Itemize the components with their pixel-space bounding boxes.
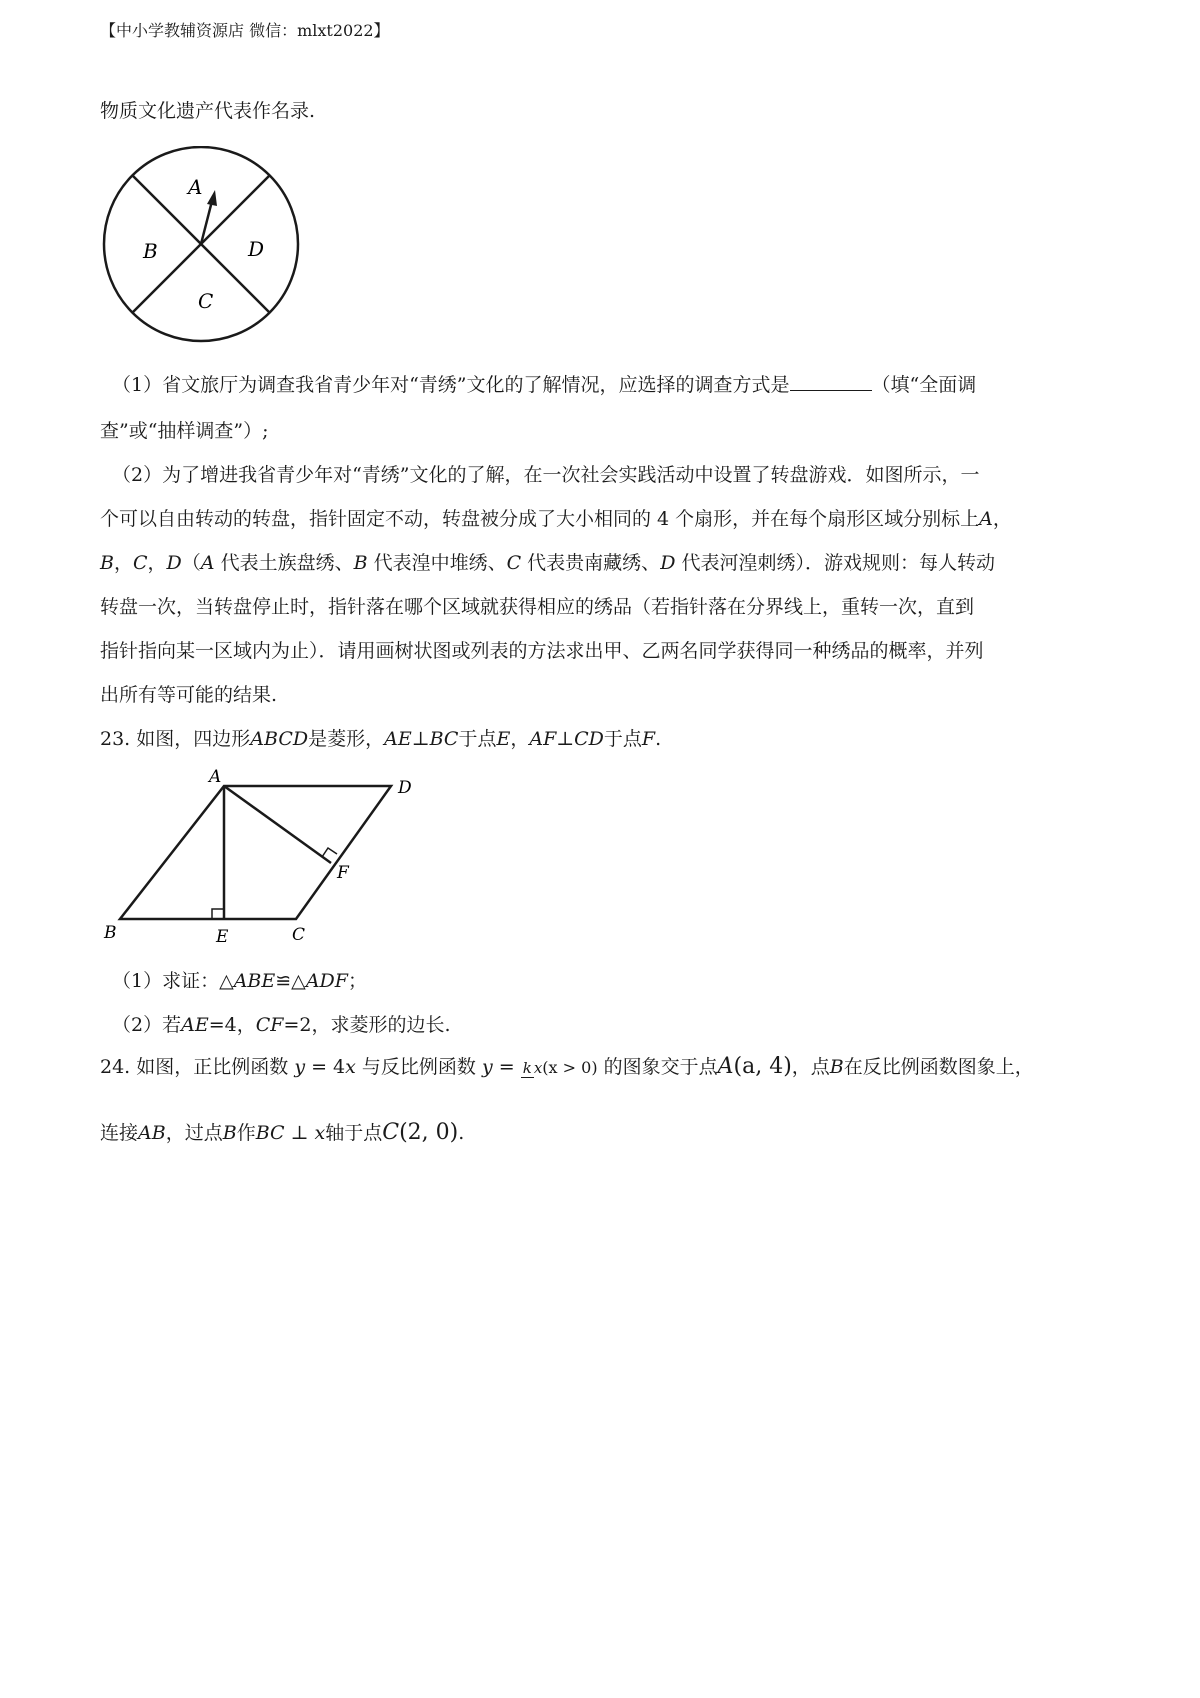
q22-part2-line3: B，C，D（A 代表土族盘绣、B 代表湟中堆绣、C 代表贵南藏绣、D 代表河湟刺绣）．游戏规则：每人转动 (100, 552, 995, 574)
q23-stem: 23. 如图，四边形ABCD是菱形，AE⊥BC于点E，AF⊥CD于点F. (100, 728, 662, 750)
page-header: 【中小学教辅资源店 微信：mlxt2022】 (100, 21, 390, 40)
right-angle-mark-f (322, 848, 337, 857)
q22-part2-line2: 个可以自由转动的转盘，指针固定不动，转盘被分成了大小相同的 4 个扇形，并在每个扇形区域分别标上A， (100, 508, 1012, 530)
sector-label-b: B (143, 239, 158, 263)
sector-label-a: A (188, 175, 203, 199)
vertex-label-b: B (104, 923, 117, 943)
fraction-k-over-x: k x (522, 1058, 543, 1077)
rhombus-figure (96, 762, 426, 958)
right-angle-mark-e (212, 909, 224, 919)
answer-blank (790, 372, 872, 391)
pointer-arrowhead (207, 190, 217, 206)
q23-part1: （1）求证：△ABE≌△ADF； (112, 970, 367, 992)
rhombus-abcd (120, 786, 391, 919)
point-label-f: F (337, 863, 349, 883)
q22-part1-line2: 查”或“抽样调查”）; (100, 420, 269, 442)
point-label-e: E (216, 927, 229, 947)
spinner-figure (98, 146, 308, 356)
vertex-label-d: D (398, 778, 412, 798)
sector-label-c: C (198, 289, 214, 313)
intro-tail: 物质文化遗产代表作名录. (100, 100, 316, 122)
q22-part2-line6: 出所有等可能的结果. (100, 684, 278, 706)
q24-line1: 24. 如图，正比例函数 y = 4x 与反比例函数 y = k x(x > 0) 的图象交于点A(a, 4)，点B在反比例函数图象上， (100, 1054, 1034, 1079)
q22-part2-line1: （2）为了增进我省青少年对“青绣”文化的了解，在一次社会实践活动中设置了转盘游戏．如图所示，一 (112, 464, 980, 486)
vertex-label-a: A (209, 767, 222, 787)
q23-part2: （2）若AE=4，CF=2，求菱形的边长. (112, 1014, 451, 1036)
segment-af (224, 786, 331, 863)
q22-part2-line5: 指针指向某一区域内为止）．请用画树状图或列表的方法求出甲、乙两名同学获得同一种绣品的概率，并列 (100, 640, 984, 662)
q22-part1-line1: （1）省文旅厅为调查我省青少年对“青绣”文化的了解情况，应选择的调查方式是 （填“全面调 (112, 374, 977, 396)
vertex-label-c: C (292, 925, 306, 945)
sector-label-d: D (248, 237, 265, 261)
q22-part2-line4: 转盘一次，当转盘停止时，指针落在哪个区域就获得相应的绣品（若指针落在分界线上，重转一次，直到 (100, 596, 975, 618)
q24-line2: 连接AB，过点B作BC ⊥ x轴于点C(2, 0). (100, 1120, 465, 1145)
